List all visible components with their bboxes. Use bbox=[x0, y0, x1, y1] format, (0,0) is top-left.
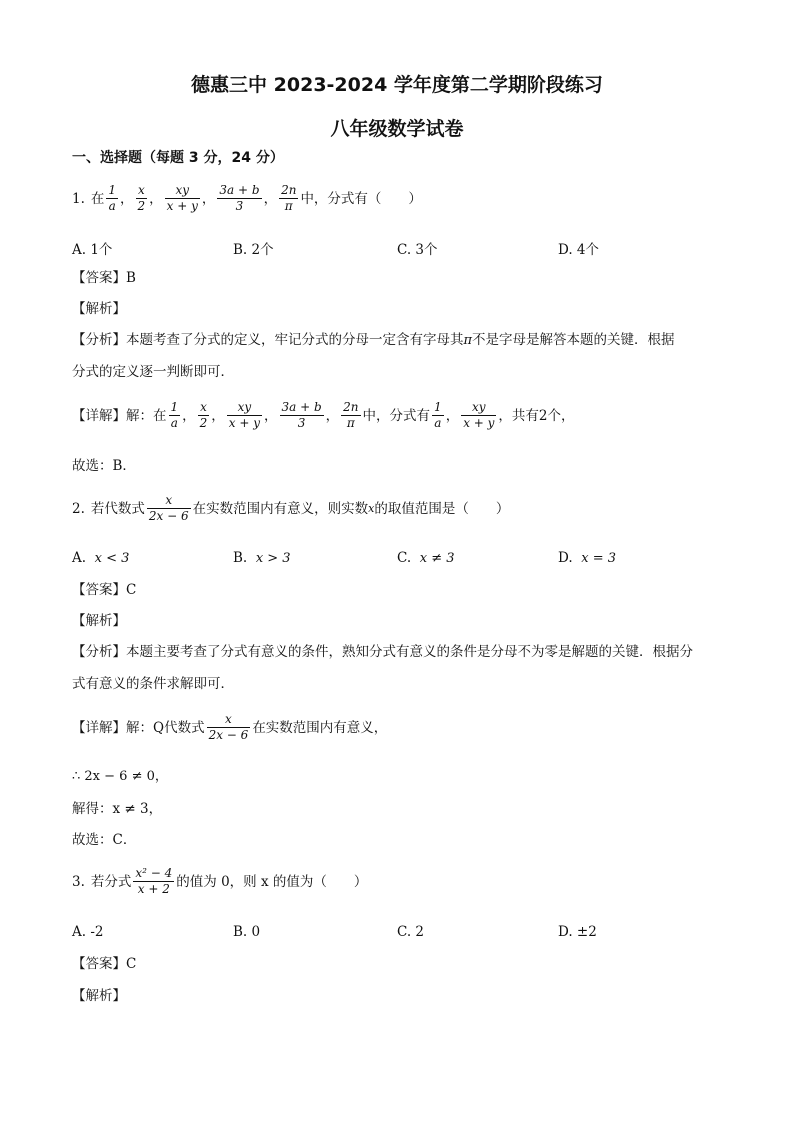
analysis-text bbox=[72, 642, 693, 662]
detail-text: 解：在 bbox=[126, 407, 167, 424]
fraction: $\frac{1}{a}$ bbox=[170, 400, 179, 430]
answer-value: C bbox=[126, 582, 137, 598]
fraction: $\frac{1}{a}$ bbox=[108, 183, 117, 213]
comma: ， bbox=[120, 190, 134, 207]
question-text: 的值为 0，则 x 的值为（ ） bbox=[176, 873, 368, 890]
answer-tag: 【答案】 bbox=[72, 270, 126, 286]
comma: ， bbox=[211, 407, 225, 424]
fraction: $\frac{2n}{\pi}$ bbox=[281, 183, 297, 213]
step-line: ∴ 2x − 6 ≠ 0， bbox=[72, 769, 168, 784]
option-b: B. 0 bbox=[233, 924, 261, 940]
choose-line: 故选：C． bbox=[72, 832, 137, 848]
choose-line: 故选：B． bbox=[72, 458, 136, 474]
option-b: B. x > 3 bbox=[233, 550, 291, 566]
detail-tag: 【详解】 bbox=[72, 719, 126, 736]
answer-tag: 【答案】 bbox=[72, 956, 126, 972]
fraction: $\frac{2n}{\pi}$ bbox=[343, 400, 359, 430]
option-d: D. ±2 bbox=[558, 924, 597, 940]
fraction: $\frac{x}{2}$ bbox=[137, 183, 146, 213]
question-2-stem bbox=[72, 493, 509, 524]
answer-tag: 【答案】 bbox=[72, 582, 126, 598]
detail-text: 解：Q代数式 bbox=[126, 719, 205, 736]
step-line: 解得：x ≠ 3， bbox=[72, 801, 163, 817]
pi-symbol: π bbox=[463, 333, 473, 348]
question-text: 中，分式有（ ） bbox=[300, 190, 422, 207]
fenxi-tag: 【分析】 bbox=[72, 332, 126, 348]
detail-text: ，共有2个， bbox=[498, 407, 575, 424]
question-1-stem bbox=[72, 183, 422, 214]
fraction: $\frac{3a + b}{3}$ bbox=[281, 400, 322, 430]
question-text: 的取值范围是（ ） bbox=[374, 500, 510, 517]
analysis-tag: 【解析】 bbox=[72, 301, 126, 317]
fraction: $\frac{x}{2}$ bbox=[199, 400, 208, 430]
question-text: 在实数范围内有意义，则实数 bbox=[192, 500, 369, 517]
fenxi-text: 本题主要考查了分式有意义的条件，熟知分式有意义的条件是分母不为零是解题的关键．根据分 bbox=[126, 644, 693, 660]
page-subtitle: 八年级数学试卷 bbox=[330, 118, 464, 140]
question-text: 在 bbox=[90, 190, 105, 207]
comma: ， bbox=[325, 407, 340, 424]
comma: ， bbox=[445, 407, 460, 424]
fenxi-text: 本题考查了分式的定义，牢记分式的分母一定含有字母其 bbox=[126, 332, 464, 348]
fraction: $\frac{x}{2x - 6}$ bbox=[148, 493, 189, 523]
question-text: 若分式 bbox=[90, 873, 132, 890]
variable: x bbox=[368, 501, 375, 515]
fraction: $\frac{x}{2x - 6}$ bbox=[208, 712, 249, 742]
option-d: D. x = 3 bbox=[558, 550, 616, 566]
answer-value: B bbox=[126, 270, 136, 286]
detail-text: 中，分式有 bbox=[362, 407, 431, 424]
analysis-text: 分式的定义逐一判断即可． bbox=[72, 364, 234, 380]
analysis-text bbox=[72, 330, 675, 351]
answer-value: C bbox=[126, 956, 137, 972]
analysis-text: 式有意义的条件求解即可． bbox=[72, 676, 234, 692]
option-a: A. -2 bbox=[72, 924, 104, 940]
option-c: C. x ≠ 3 bbox=[397, 550, 455, 566]
option-c: C. 3个 bbox=[397, 242, 438, 258]
analysis-tag: 【解析】 bbox=[72, 988, 126, 1004]
option-b: B. 2个 bbox=[233, 242, 274, 258]
question-number: 1. bbox=[72, 190, 85, 207]
fraction: $\frac{\text{x² − 4}}{x + 2}$ bbox=[135, 866, 173, 896]
fenxi-text: 不是字母是解答本题的关键．根据 bbox=[472, 332, 675, 348]
analysis-tag: 【解析】 bbox=[72, 613, 126, 629]
comma: ， bbox=[182, 407, 196, 424]
question-3-stem bbox=[72, 866, 367, 897]
comma: ， bbox=[263, 190, 278, 207]
answer-line bbox=[72, 580, 136, 600]
option-c: C. 2 bbox=[397, 924, 425, 940]
page-title: 德惠三中 2023-2024 学年度第二学期阶段练习 bbox=[191, 74, 603, 96]
comma: ， bbox=[201, 190, 216, 207]
detail-line bbox=[72, 400, 575, 431]
fraction: $\frac{xy}{x + y}$ bbox=[463, 400, 495, 430]
detail-text: 在实数范围内有意义， bbox=[252, 719, 388, 736]
fraction: $\frac{xy}{x + y}$ bbox=[166, 183, 198, 213]
answer-line bbox=[72, 954, 136, 974]
section-heading: 一、选择题（每题 3 分，24 分） bbox=[72, 150, 284, 166]
comma: ， bbox=[264, 407, 278, 424]
comma: ， bbox=[149, 190, 163, 207]
question-number: 2. bbox=[72, 500, 85, 517]
fraction: $\frac{1}{a}$ bbox=[434, 400, 442, 430]
question-number: 3. bbox=[72, 873, 85, 890]
fraction: $\frac{xy}{x + y}$ bbox=[228, 400, 261, 430]
question-text: 若代数式 bbox=[90, 500, 145, 517]
fenxi-tag: 【分析】 bbox=[72, 644, 126, 660]
detail-line bbox=[72, 712, 387, 743]
option-a: A. 1个 bbox=[72, 242, 113, 258]
fraction: $\frac{3a + b}{3}$ bbox=[219, 183, 260, 213]
option-d: D. 4个 bbox=[558, 242, 600, 258]
option-a: A. x < 3 bbox=[72, 550, 130, 566]
detail-tag: 【详解】 bbox=[72, 407, 126, 424]
answer-line bbox=[72, 268, 136, 288]
